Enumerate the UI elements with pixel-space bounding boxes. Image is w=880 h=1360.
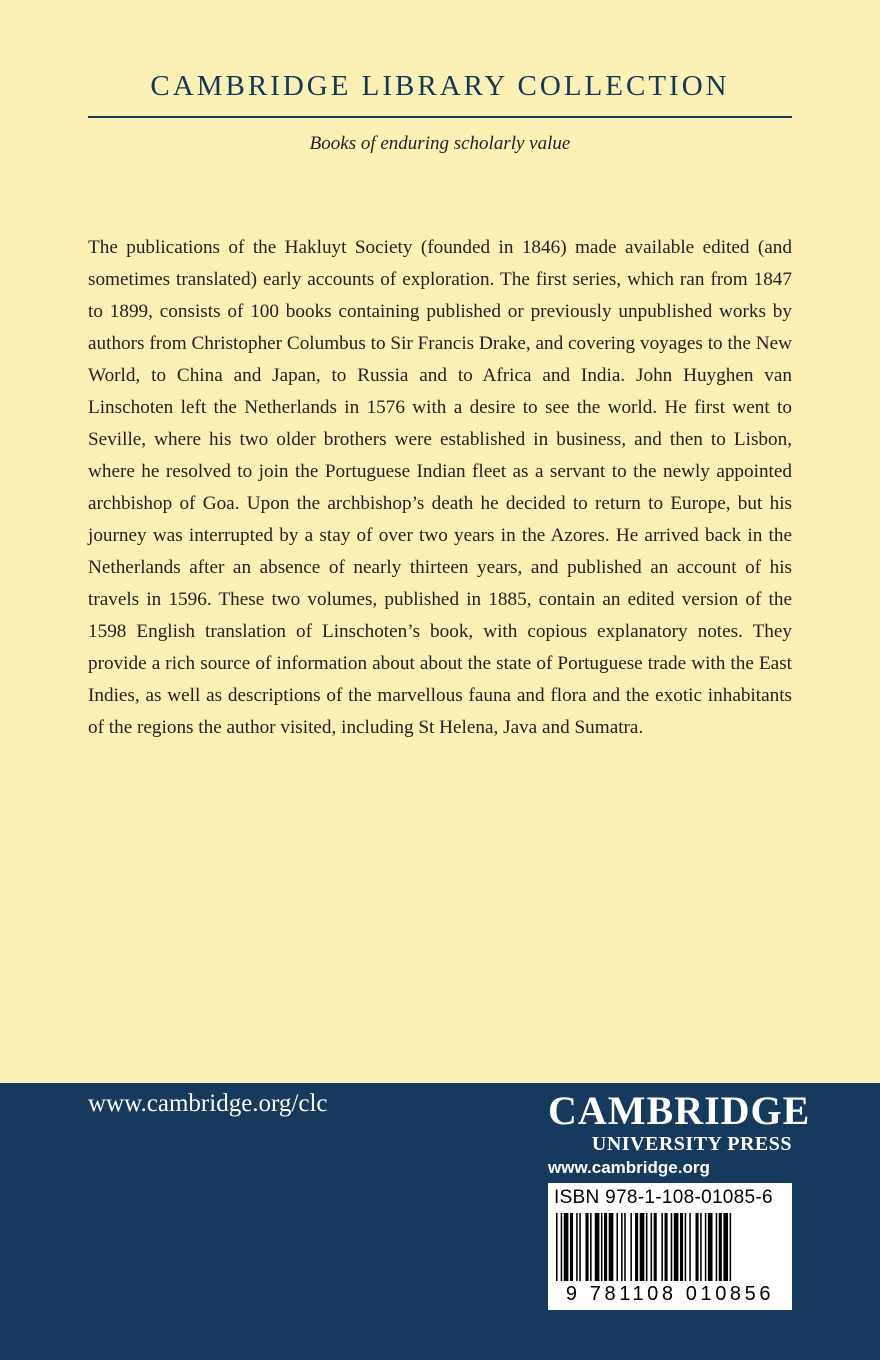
book-description: The publications of the Hakluyt Society (founded in 1846) made available edited (and sometimes translated) early accounts of exploration. The first series, which ran from 1847 to 1899, consists of 100 books containing published or previously unpublished works by authors from Christopher Columbus to Sir Francis Drake, and covering voyages to the New World, to China and Japan, to Russia and to Africa and India. John Huyghen van Linschoten left the Netherlands in 1576 with a desire to see the world. He first went to Seville, where his two older brothers were established in business, and then to Lisbon, where he resolved to join the Portuguese Indian fleet as a servant to the newly appointed archbishop of Goa. Upon the archbishop’s death he decided to return to Europe, but his journey was interrupted by a stay of over two years in the Azores. He arrived back in the Netherlands after an absence of nearly thirteen years, and published an account of his travels in 1596. These two volumes, published in 1885, contain an edited version of the 1598 English translation of Linschoten’s book, with copious explanatory notes. They provide a rich source of information about about the state of Portuguese trade with the East Indies, as well as descriptions of the marvellous fauna and flora and the exotic inhabitants of the regions the author visited, including St Helena, Java and Sumatra. xyxy=(88,237,792,738)
isbn-label: ISBN 978-1-108-01085-6 xyxy=(554,1187,773,1208)
series-title: CAMBRIDGE LIBRARY COLLECTION xyxy=(150,70,730,102)
publisher-name: CAMBRIDGE xyxy=(548,1088,811,1133)
barcode-number: 9 781108 010856 xyxy=(565,1283,775,1305)
barcode-bars xyxy=(556,1213,784,1281)
barcode-panel xyxy=(548,1183,792,1310)
series-tagline: Books of enduring scholarly value xyxy=(309,133,571,154)
publisher-logo xyxy=(548,1088,811,1180)
publisher-url: www.cambridge.org xyxy=(548,1158,710,1177)
publisher-press: UNIVERSITY PRESS xyxy=(591,1133,792,1155)
title-divider xyxy=(88,116,792,118)
series-url: www.cambridge.org/clc xyxy=(88,1090,328,1117)
